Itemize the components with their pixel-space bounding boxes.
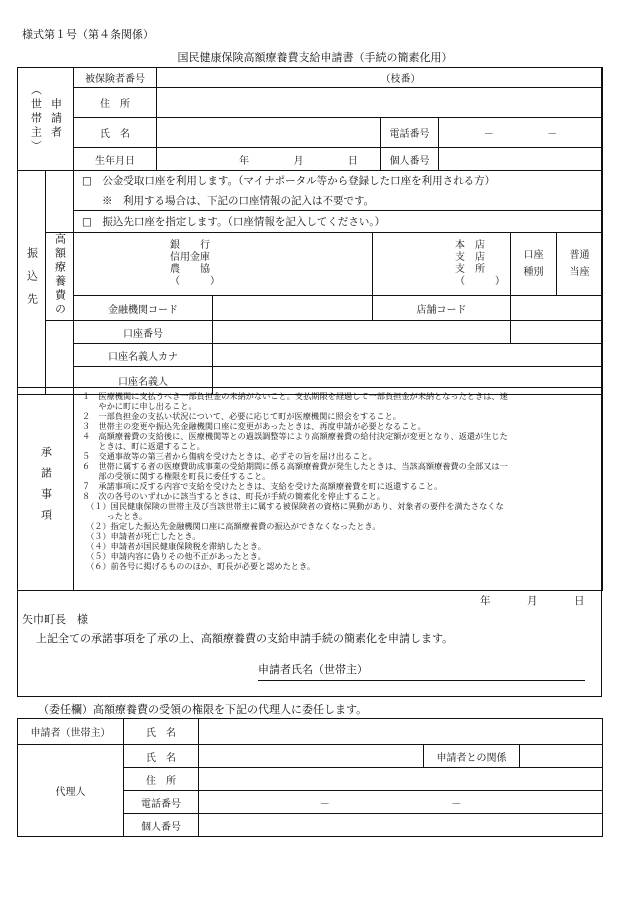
agent-label: 代理人 — [18, 745, 124, 837]
form-number: 様式第１号（第４条関係） — [22, 28, 154, 41]
relation-label: 申請者との関係 — [424, 745, 520, 768]
option-public-account[interactable]: □ 公金受取口座を利用します。（マイナポータル等から登録した口座を利用される方） — [74, 171, 603, 191]
holder-kana-label: 口座名義人カナ — [74, 344, 213, 367]
consent-item: ３ 世帯主の変更や振込先金融機関口座に変更があったときは、再度申請が必要となること。 — [82, 421, 426, 431]
address-field[interactable] — [157, 88, 603, 118]
agent-address-label: 住 所 — [124, 768, 199, 791]
signature-label: 申請者氏名（世帯主） — [258, 663, 368, 676]
consent-item: （４）申請者が国民健康保険税を滞納したとき。 — [82, 541, 266, 551]
insured-number-label: 被保険者番号 — [74, 68, 157, 88]
transfer-sub-label: 高額療養費の — [46, 233, 74, 321]
bank-type-credit: 信用金庫 — [170, 252, 210, 263]
agent-personal-number-label: 個人番号 — [124, 814, 199, 837]
agent-personal-number-field[interactable] — [199, 814, 603, 837]
dob-day-unit: 日 — [347, 155, 358, 167]
dob-month-unit: 月 — [293, 155, 304, 167]
public-account-note: ※ 利用する場合は、下記の口座情報の記入は不要です。 — [74, 191, 603, 211]
bank-type-coop: 農 協 — [170, 264, 210, 275]
phone-field[interactable] — [439, 118, 603, 148]
consent-item: （５）申請内容に偽りその他不正があったとき。 — [82, 551, 266, 561]
branch-code-field[interactable] — [511, 296, 603, 321]
consent-item: （６）前各号に掲げるもののほか、町長が必要と認めたとき。 — [82, 561, 316, 571]
consent-table — [17, 387, 603, 591]
date-day-unit: 日 — [574, 595, 585, 607]
account-type-label: 口座 種別 — [511, 233, 557, 296]
bank-code-label: 金融機関コード — [74, 296, 213, 321]
delegation-applicant-name-label: 氏 名 — [124, 719, 199, 745]
applicant-table — [17, 67, 603, 171]
consent-item: ５ 交通事故等の第三者から傷病を受けたときは、必ずその旨を届け出ること。 — [82, 451, 377, 461]
applicant-label: 申請者 — [49, 98, 63, 140]
consent-item: ときは、町に返還すること。 — [82, 441, 205, 451]
personal-number-field[interactable] — [439, 148, 603, 171]
phone-separator: － — [483, 129, 494, 140]
account-type-checking[interactable]: 当座 — [569, 267, 590, 278]
delegation-heading: （委任欄）高額療養費の受領の権限を下記の代理人に委任します。 — [38, 703, 368, 716]
consent-item: ったとき。 — [82, 511, 148, 521]
agent-phone-field[interactable] — [199, 791, 603, 814]
date-month-unit: 月 — [527, 595, 538, 607]
consent-item: ２ 一部負担金の支払い状況について、必要に応じて町が医療機関に照会をすること。 — [82, 411, 401, 421]
delegation-applicant-name-field[interactable] — [199, 719, 603, 745]
transfer-side-label: 振込先 — [18, 171, 46, 395]
agent-name-field[interactable] — [199, 745, 424, 768]
addressee: 矢巾町長 様 — [22, 613, 88, 626]
signature-line[interactable] — [258, 680, 585, 681]
branch-type-office: 支 所 — [455, 264, 485, 275]
relation-field[interactable] — [520, 745, 603, 768]
name-field[interactable] — [157, 118, 381, 148]
consent-item: ６ 世帯に属する者の医療費助成事業の受給期間に係る高額療養費が発生したときは、当該高額療養費の全部又は一 — [82, 461, 508, 471]
transfer-table — [17, 170, 603, 395]
consent-item: 部の受領に関する権限を町長に委任すること。 — [82, 471, 271, 481]
phone-separator: － — [547, 129, 558, 140]
branch-number-label: （枝番） — [381, 68, 439, 88]
branch-code-label: 店舗コード — [373, 296, 511, 321]
account-type-ordinary[interactable]: 普通 — [569, 250, 590, 261]
account-number-label: 口座番号 — [74, 321, 213, 344]
bank-type-other: （ ） — [170, 276, 220, 287]
branch-name-field[interactable] — [373, 233, 511, 296]
form-title: 国民健康保険高額療養費支給申請書（手続の簡素化用） — [177, 51, 453, 64]
branch-type-branch: 支 店 — [455, 252, 485, 263]
holder-kana-field[interactable] — [213, 344, 603, 367]
consent-items — [74, 388, 603, 591]
holder-label: 口座名義人 — [74, 367, 213, 395]
applicant-side-label — [18, 68, 74, 171]
consent-item: ８ 次の各号のいずれかに該当するときは、町長が手続の簡素化を停止すること。 — [82, 491, 385, 501]
phone-label: 電話番号 — [381, 118, 439, 148]
consent-item: ４ 高額療養費の支給後に、医療機関等との過誤調整等により高額療養費の給付決定額が変更となり、返還が生じた — [82, 431, 508, 441]
bank-type-bank: 銀 行 — [170, 240, 210, 251]
branch-number-field[interactable] — [439, 68, 603, 88]
branch-type-main: 本 店 — [455, 240, 485, 251]
dob-label: 生年月日 — [74, 148, 157, 171]
dob-year-unit: 年 — [239, 155, 250, 167]
consent-side-label: 承諾事項 — [18, 388, 74, 591]
name-label: 氏 名 — [74, 118, 157, 148]
phone-separator: － — [451, 798, 462, 810]
consent-item: ７ 承諾事項に反する内容で支給を受けたときは、支給を受けた高額療養費を町に返還すること。 — [82, 481, 443, 491]
delegation-applicant-label: 申請者（世帯主） — [18, 719, 124, 745]
branch-type-other: （ ） — [455, 276, 505, 287]
account-type-options[interactable] — [557, 233, 603, 296]
personal-number-label: 個人番号 — [381, 148, 439, 171]
applicant-sub-label: （世帯主） — [29, 84, 43, 154]
bank-code-field[interactable] — [213, 296, 373, 321]
date-year-unit: 年 — [480, 595, 491, 607]
phone-separator: － — [319, 798, 330, 810]
consent-item: １ 医療機関に支払うべき一部負担金の未納がないこと。支払期限を経過して一部負担金が未納となったときは、速 — [82, 391, 508, 401]
declaration-statement: 上記全ての承諾事項を了承の上、高額療養費の支給申請手続の簡素化を申請します。 — [36, 632, 454, 645]
option-specify-account[interactable]: □ 振込先口座を指定します。（口座情報を記入してください。） — [74, 211, 603, 233]
consent-item: （３）申請者が死亡したとき。 — [82, 531, 201, 541]
insured-number-field[interactable] — [157, 68, 381, 88]
consent-item: やかに町に申し出ること。 — [82, 401, 197, 411]
agent-name-label: 氏 名 — [124, 745, 199, 768]
delegation-table — [17, 718, 603, 837]
agent-address-field[interactable] — [199, 768, 603, 791]
consent-item: （１）国民健康保険の世帯主及び当該世帯主に属する被保険者の資格に異動があり、対象者の要件を満たさなくな — [82, 501, 504, 511]
address-label: 住 所 — [74, 88, 157, 118]
bank-name-field[interactable] — [74, 233, 373, 296]
consent-item: （２）指定した振込先金融機関口座に高額療養費の振込ができなくなったとき。 — [82, 521, 381, 531]
agent-phone-label: 電話番号 — [124, 791, 199, 814]
account-number-field[interactable] — [213, 321, 511, 344]
dob-field[interactable] — [157, 148, 381, 171]
